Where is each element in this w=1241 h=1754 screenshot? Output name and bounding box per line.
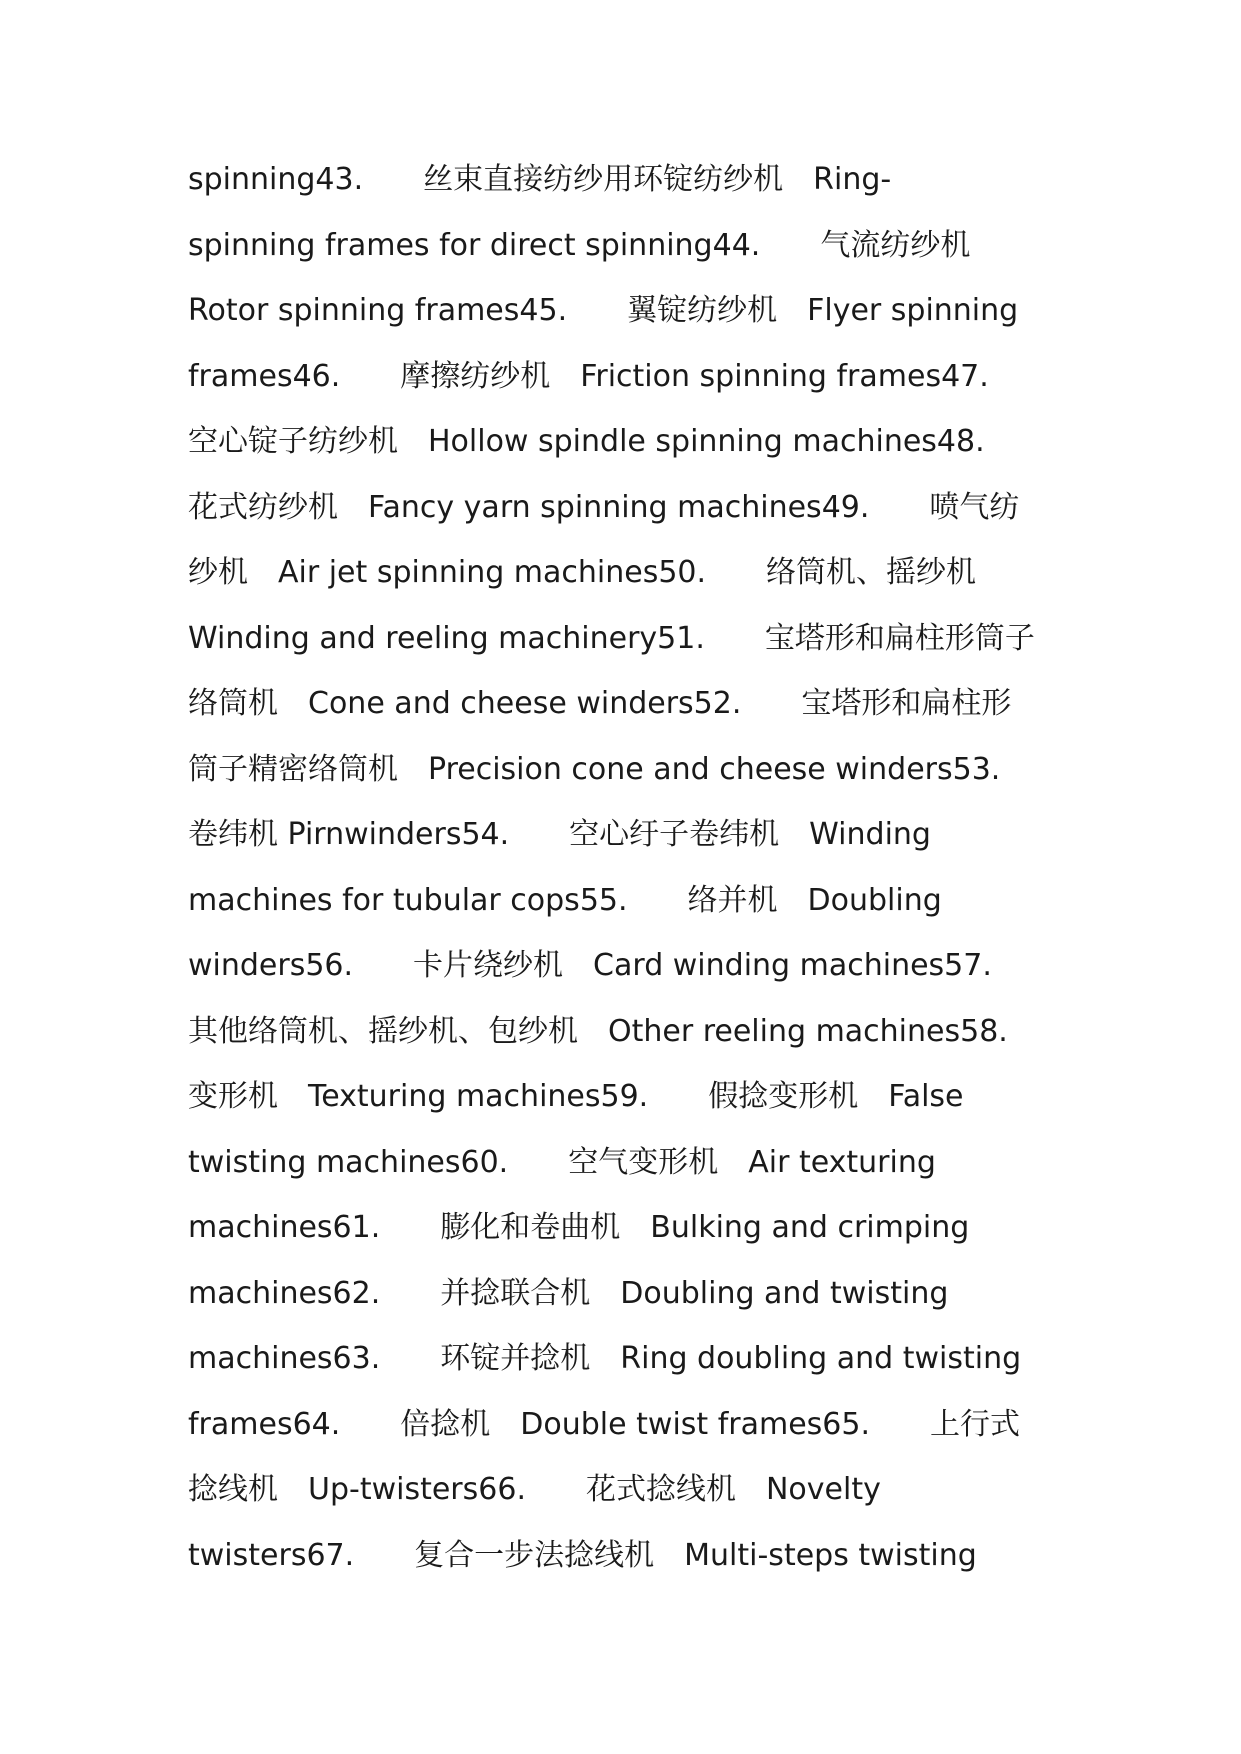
text-line: spinning43. 丝束直接纺纱用环锭纺纱机 Ring-: [188, 162, 892, 197]
text-line: Winding and reeling machinery51. 宝塔形和扁柱形筒子: [188, 620, 1035, 656]
text-line: 空心锭子纺纱机 Hollow spindle spinning machines48.: [188, 424, 985, 459]
text-line: frames64. 倍捻机 Double twist frames65. 上行式: [188, 1406, 1021, 1442]
text-line: spinning frames for direct spinning44. 气流纺纱机: [188, 227, 971, 263]
text-line: machines61. 膨化和卷曲机 Bulking and crimping: [188, 1210, 970, 1245]
text-line: machines for tubular cops55. 络并机 Doubling: [188, 882, 942, 918]
text-line: 花式纺纱机 Fancy yarn spinning machines49. 喷气纺: [188, 489, 1020, 525]
text-line: twisters67. 复合一步法捻线机 Multi-steps twisting: [188, 1537, 977, 1573]
text-line: machines62. 并捻联合机 Doubling and twisting: [188, 1275, 949, 1311]
text-line: 变形机 Texturing machines59. 假捻变形机 False: [188, 1079, 964, 1114]
text-line: 捻线机 Up-twisters66. 花式捻线机 Novelty: [188, 1472, 881, 1507]
body-text: [188, 147, 1088, 1588]
text-line: 筒子精密络筒机 Precision cone and cheese winders53.: [188, 751, 1001, 787]
text-line: 纱机 Air jet spinning machines50. 络筒机、摇纱机: [188, 555, 977, 590]
text-line: twisting machines60. 空气变形机 Air texturing: [188, 1144, 936, 1180]
text-line: winders56. 卡片绕纱机 Card winding machines57.: [188, 948, 992, 983]
text-line: 其他络筒机、摇纱机、包纱机 Other reeling machines58.: [188, 1013, 1008, 1049]
text-line: frames46. 摩擦纺纱机 Friction spinning frames47.: [188, 358, 989, 394]
text-line: machines63. 环锭并捻机 Ring doubling and twisting: [188, 1341, 1022, 1376]
text-line: 卷纬机 Pirnwinders54. 空心纡子卷纬机 Winding: [188, 817, 931, 852]
text-line: 络筒机 Cone and cheese winders52. 宝塔形和扁柱形: [188, 686, 1012, 721]
text-line: Rotor spinning frames45. 翼锭纺纱机 Flyer spinning: [188, 293, 1019, 328]
